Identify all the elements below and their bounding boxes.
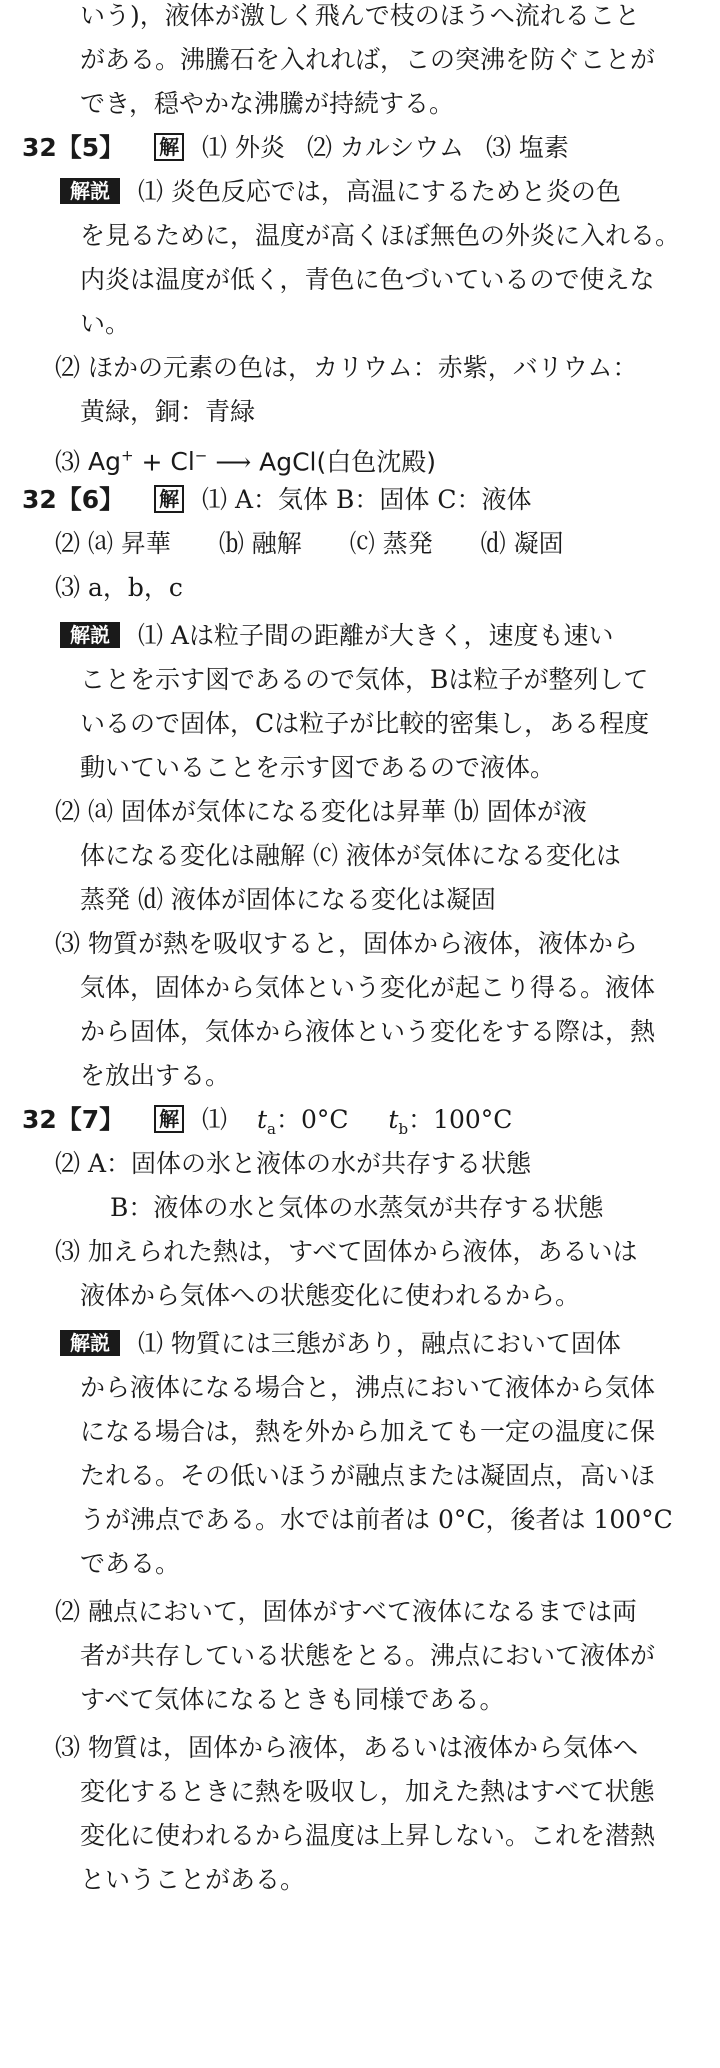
text-line: たれる。その低いほうが融点または凝固点，高いほ [80, 1461, 656, 1490]
text-line: 変化するときに熱を吸収し，加えた熱はすべて状態 [80, 1777, 655, 1806]
question-number: 32【5】 [22, 133, 125, 162]
question-header [22, 132, 569, 164]
question-number: 32【7】 [22, 1105, 125, 1134]
text-line: ⑵ A：固体の氷と液体の水が共存する状態 [55, 1149, 532, 1178]
product: AgCl(白色沈殿) [259, 447, 437, 477]
ion-ag: Ag+ [87, 447, 134, 477]
text-line: 動いていることを示す図であるので液体。 [80, 753, 556, 782]
chemical-equation [55, 440, 436, 478]
answer-2b: ⒝ 融解 [218, 529, 302, 558]
text-line: ⑶ a，b，c [55, 573, 183, 602]
text-line: 内炎は温度が低く，青色に色づいているので使えな [80, 265, 655, 294]
text-line: がある。沸騰石を入れれば，この突沸を防ぐことが [80, 45, 656, 74]
reaction-arrow: ⟶ [215, 447, 252, 477]
text-line: 体になる変化は融解 ⒞ 液体が気体になる変化は [80, 841, 621, 870]
answer-1: ⑴ 外炎 [202, 133, 285, 162]
text-line: でき，穏やかな沸騰が持続する。 [80, 89, 455, 118]
text-line: になる場合は，熱を外から加えても一定の温度に保 [80, 1417, 656, 1446]
text-line: ⑵ ⒜ 固体が気体になる変化は昇華 ⒝ 固体が液 [55, 797, 587, 826]
text-line: から液体になる場合と，沸点において液体から気体 [80, 1373, 656, 1402]
text-line: い。 [80, 309, 131, 338]
text-line: ことを示す図であるので気体，Bは粒子が整列して [80, 665, 649, 694]
answer-label: 解 [154, 133, 184, 161]
item-number: ⑴ [137, 1329, 163, 1358]
item-number: ⑴ [137, 177, 163, 206]
explanation-label: 解説 [60, 1330, 120, 1356]
ion-cl: Cl− [170, 447, 208, 477]
text-line: 者が共存している状態をとる。沸点において液体が [80, 1641, 656, 1670]
text-line: ということがある。 [80, 1865, 306, 1894]
text-line: ⑵ ほかの元素の色は，カリウム：赤紫，バリウム： [55, 353, 638, 382]
text-span: 炎色反応では，高温にするためと炎の色 [170, 177, 621, 206]
answer-label: 解 [154, 485, 184, 513]
text-line: を放出する。 [80, 1061, 231, 1090]
text-line: 蒸発 ⒟ 液体が固体になる変化は凝固 [80, 885, 496, 914]
answer-3: ⑶ 塩素 [485, 133, 569, 162]
item-number: ⑶ [55, 447, 81, 477]
text-line: ⑵ 融点において，固体がすべて液体になるまでは両 [55, 1597, 637, 1626]
answer-1: ⑴ A：気体 B：固体 C：液体 [202, 485, 532, 514]
text-line: ⑶ 物質は，固体から液体，あるいは液体から気体へ [55, 1733, 638, 1762]
text-span: 物質には三態があり，融点において固体 [170, 1329, 621, 1358]
answer-2a: ⑵ ⒜ 昇華 [55, 529, 171, 558]
text-line: B：液体の水と気体の水蒸気が共存する状態 [110, 1193, 604, 1222]
temperature-a: $t_a$：0°C [256, 1105, 349, 1138]
answer-row [55, 528, 564, 560]
explanation-line [60, 1328, 621, 1360]
explanation-label: 解説 [60, 622, 120, 648]
answer-2d: ⒟ 凝固 [480, 529, 564, 558]
text-line: 変化に使われるから温度は上昇しない。これを潜熱 [80, 1821, 656, 1850]
temperature-b: $t_b$：100°C [388, 1105, 513, 1138]
text-line: いう)，液体が激しく飛んで枝のほうへ流れること [80, 1, 640, 30]
text-span: Aは粒子間の距離が大きく，速度も速い [170, 621, 614, 650]
text-line: すべて気体になるときも同様である。 [80, 1685, 505, 1714]
answer-label: 解 [154, 1105, 184, 1133]
answer-2c: ⒞ 蒸発 [349, 529, 433, 558]
text-line: うが沸点である。水では前者は 0°C，後者は 100°C [80, 1505, 673, 1534]
answer-2: ⑵ カルシウム [306, 133, 465, 162]
question-number: 32【6】 [22, 485, 125, 514]
text-line: いるので固体，Cは粒子が比較的密集し，ある程度 [80, 709, 650, 738]
text-line: から固体，気体から液体という変化をする際は，熱 [80, 1017, 656, 1046]
text-line: 気体，固体から気体という変化が起こり得る。液体 [80, 973, 656, 1002]
explanation-label: 解説 [60, 178, 120, 204]
text-line: を見るために，温度が高くほぼ無色の外炎に入れる。 [80, 221, 681, 250]
plus-sign: + [141, 447, 163, 477]
question-header [22, 1104, 512, 1145]
text-line: ⑶ 物質が熱を吸収すると，固体から液体，液体から [55, 929, 638, 958]
text-line: 黄緑，銅：青緑 [80, 397, 256, 426]
text-line: である。 [80, 1549, 181, 1578]
explanation-line [60, 620, 613, 652]
text-line: 液体から気体への状態変化に使われるから。 [80, 1281, 581, 1310]
explanation-line [60, 176, 621, 208]
item-number: ⑴ [202, 1105, 228, 1134]
question-header [22, 484, 531, 516]
text-line: ⑶ 加えられた熱は，すべて固体から液体，あるいは [55, 1237, 638, 1266]
item-number: ⑴ [137, 621, 163, 650]
